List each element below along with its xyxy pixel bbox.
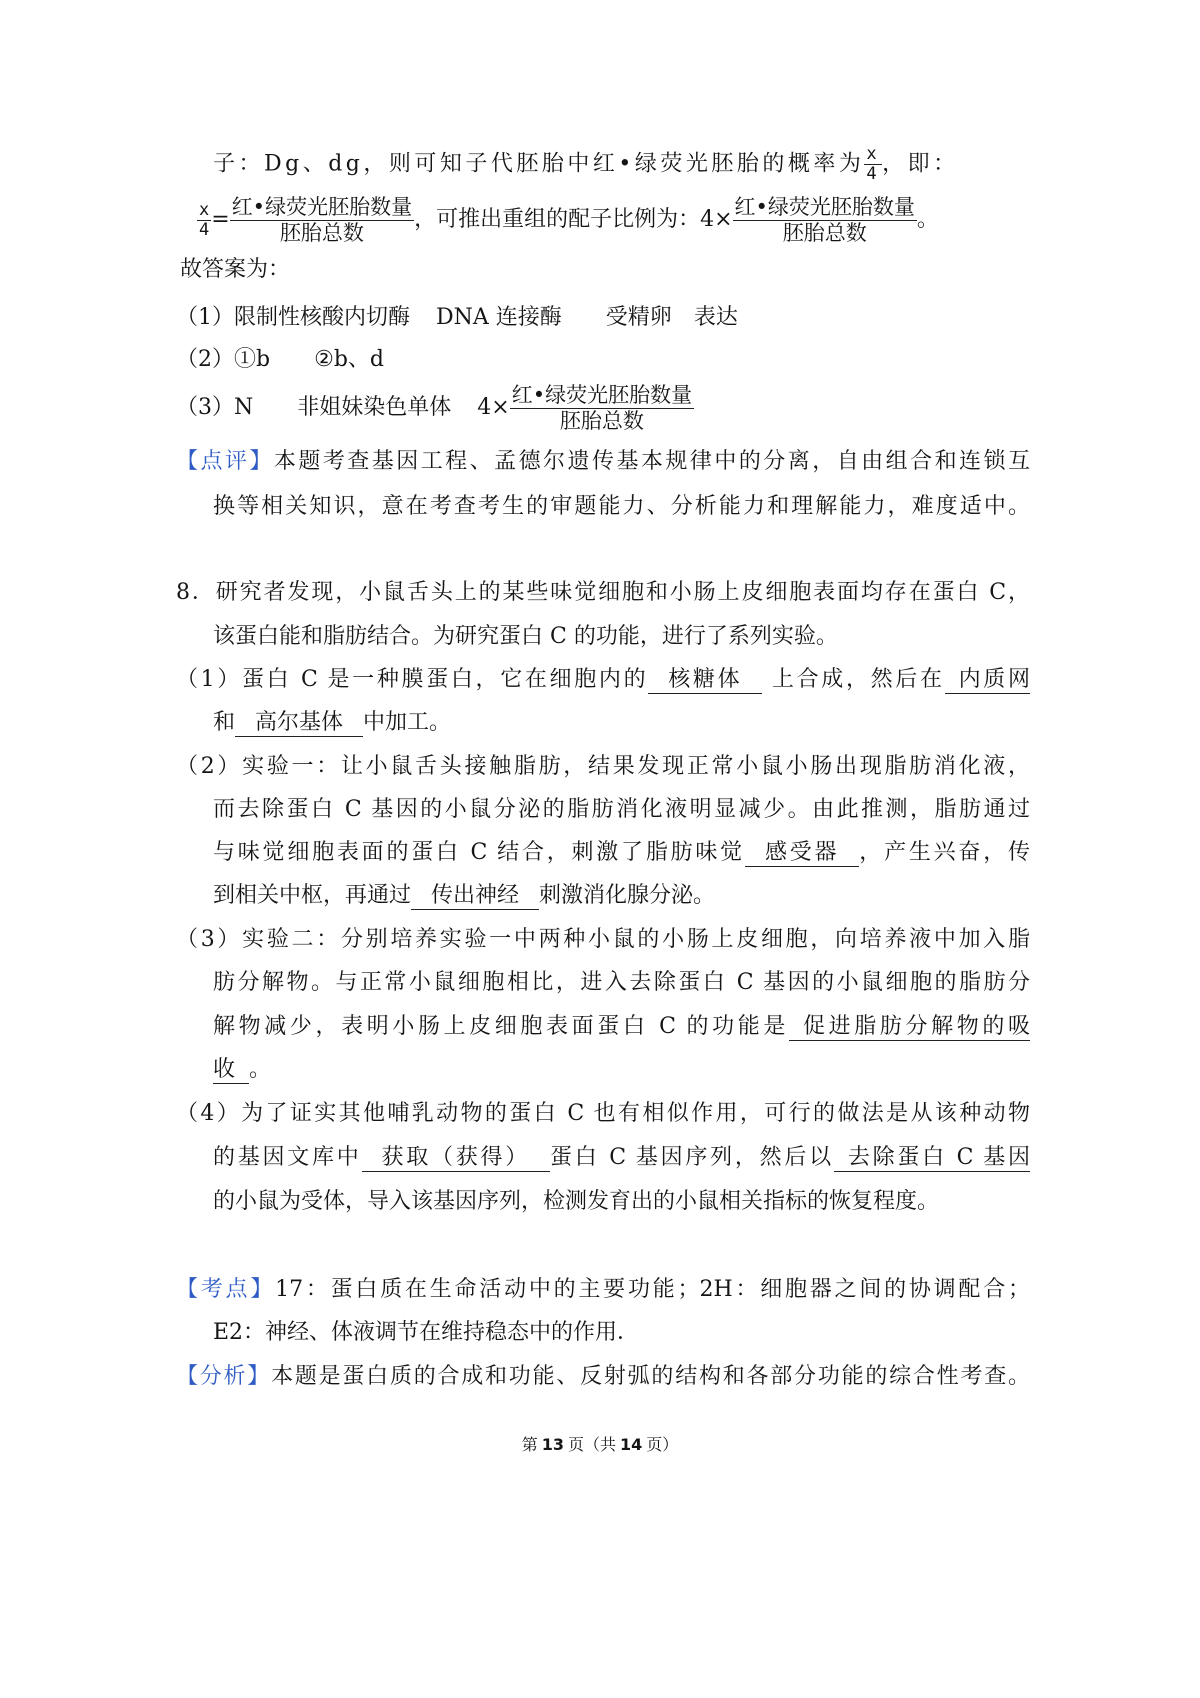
fraction-denominator: 胚胎总数 (782, 220, 867, 245)
answer-item: 4× (477, 395, 510, 420)
keypoint-text: 17：蛋白质在生命活动中的主要功能；2H：细胞器之间的协调配合； (275, 1277, 1030, 1302)
fraction-numerator: 红•绿荧光胚胎数量 (511, 382, 693, 407)
solution-line-2 (197, 193, 939, 247)
answer-blank: 内质网 (945, 667, 1030, 694)
fraction-denominator: 4 (866, 164, 881, 184)
fraction-denominator: 胚胎总数 (559, 408, 644, 433)
solution-text: 子：Dg、dg，则可知子代胚胎中红•绿荧光胚胎的概率为 (213, 151, 865, 177)
page-number-prefix: 第 (521, 1435, 538, 1454)
answer-blank: 去除蛋白 C 基因 (834, 1145, 1030, 1172)
part-text: （1）蛋白 C 是一种膜蛋白，它在细胞内的 (176, 667, 649, 692)
answer-blank: 收 (213, 1057, 249, 1084)
part-text: 。 (249, 1057, 272, 1082)
fraction-numerator: 红•绿荧光胚胎数量 (231, 194, 413, 219)
fraction-numerator: 红•绿荧光胚胎数量 (734, 194, 915, 219)
part-2-line-4 (213, 881, 715, 911)
answer-item: 限制性核酸内切酶 (234, 305, 411, 330)
solution-line-1 (213, 145, 959, 184)
part-4-line-3: 的小鼠为受体，导入该基因序列，检测发育出的小鼠相关指标的恢复程度。 (213, 1189, 940, 1214)
answer-item: ②b、d (314, 347, 384, 372)
keypoint-line-1 (176, 1275, 1030, 1305)
equals-sign: = (211, 207, 230, 232)
part-text: 解物减少，表明小肠上皮细胞表面蛋白 C 的功能是 (213, 1014, 790, 1039)
part-3-line-1: （3）实验二：分别培养实验一中两种小鼠的小肠上皮细胞，向培养液中加入脂 (176, 927, 1030, 952)
answer-item: 表达 (693, 305, 738, 330)
part-text: 与味觉细胞表面的蛋白 C 结合，刺激了脂肪味觉 (213, 840, 745, 865)
answer-2 (176, 345, 384, 375)
part-4-line-1: （4）为了证实其他哺乳动物的蛋白 C 也有相似作用，可行的做法是从该种动物 (176, 1101, 1030, 1126)
fraction-numerator: x (866, 144, 881, 164)
ratio-fraction (510, 383, 694, 434)
part-1-line-2 (213, 708, 451, 738)
fraction-numerator: x (199, 199, 210, 220)
solution-text: 。 (916, 207, 939, 232)
answer-3 (176, 381, 694, 435)
page-number-suffix: 页） (646, 1435, 679, 1454)
part-2-line-1: （2）实验一：让小鼠舌头接触脂肪，结果发现正常小鼠小肠出现脂肪消化液， (176, 754, 1030, 779)
review-text: 本题考查基因工程、孟德尔遗传基本规律中的分离，自由组合和连锁互 (273, 449, 1030, 474)
solution-text: ，即： (882, 151, 959, 177)
part-text: 和 (213, 710, 236, 735)
part-1-line-1 (176, 665, 1030, 695)
part-text: 上合成，然后在 (762, 667, 945, 692)
answer-item: ①b (234, 347, 271, 372)
analysis-line (176, 1362, 1030, 1392)
keypoint-tag: 【考点】 (176, 1277, 276, 1302)
answer-item: N (234, 395, 254, 420)
part-3-line-4 (213, 1055, 271, 1085)
current-page: 13 (541, 1435, 564, 1454)
answer-blank: 获取（获得） (362, 1145, 551, 1172)
page-number (0, 1434, 1200, 1456)
part-text: 到相关中枢，再通过 (213, 883, 412, 908)
answer-index: （3） (176, 395, 234, 420)
solution-text: ，可推出重组的配子比例为：4× (414, 207, 733, 232)
ratio-fraction (230, 195, 414, 246)
part-2-line-2: 而去除蛋白 C 基因的小鼠分泌的脂肪消化液明显减少。由此推测，脂肪通过 (213, 797, 1030, 822)
probability-fraction (197, 201, 211, 240)
part-text: ，产生兴奋，传 (859, 840, 1030, 865)
answer-item: 受精卵 (605, 305, 672, 330)
part-text: 蛋白 C 基因序列，然后以 (550, 1145, 834, 1170)
review-line-2: 换等相关知识，意在考查考生的审题能力、分析能力和理解能力，难度适中。 (213, 494, 1030, 519)
part-text: 刺激消化腺分泌。 (539, 883, 716, 908)
answer-item: DNA 连接酶 (436, 305, 562, 330)
answer-blank: 感受器 (745, 840, 859, 867)
keypoint-line-2: E2：神经、体液调节在维持稳态中的作用． (213, 1320, 640, 1345)
ratio-fraction (733, 195, 917, 246)
part-text: 的基因文库中 (213, 1145, 362, 1170)
part-3-line-3 (213, 1012, 1030, 1042)
answer-1 (176, 303, 738, 333)
answer-index: （2） (176, 347, 234, 372)
question-stem-line-2: 该蛋白能和脂肪结合。为研究蛋白 C 的功能，进行了系列实验。 (213, 624, 838, 649)
review-line-1 (176, 447, 1030, 477)
page-number-middle: 页（共 (567, 1435, 616, 1454)
fraction-denominator: 4 (199, 219, 210, 240)
total-pages: 14 (620, 1435, 643, 1454)
part-2-line-3 (213, 838, 1030, 868)
answer-item: 非姐妹染色单体 (297, 395, 452, 420)
analysis-text: 本题是蛋白质的合成和功能、反射弧的结构和各部分功能的综合性考查。 (271, 1364, 1030, 1389)
answer-blank: 高尔基体 (235, 710, 363, 737)
part-4-line-2 (213, 1143, 1030, 1173)
analysis-tag: 【分析】 (176, 1364, 272, 1389)
question-stem-line-1: 8．研究者发现，小鼠舌头上的某些味觉细胞和小肠上皮细胞表面均存在蛋白 C， (176, 580, 1030, 605)
answer-blank: 促进脂肪分解物的吸 (789, 1014, 1030, 1041)
fraction-denominator: 胚胎总数 (279, 220, 364, 245)
review-tag: 【点评】 (176, 449, 274, 474)
answer-index: （1） (176, 305, 234, 330)
answer-label: 故答案为： (180, 257, 291, 282)
probability-fraction (864, 145, 882, 184)
part-3-line-2: 肪分解物。与正常小鼠细胞相比，进入去除蛋白 C 基因的小鼠细胞的脂肪分 (213, 970, 1030, 995)
answer-blank: 核糖体 (648, 667, 762, 694)
part-text: 中加工。 (363, 710, 452, 735)
answer-blank: 传出神经 (411, 883, 539, 910)
